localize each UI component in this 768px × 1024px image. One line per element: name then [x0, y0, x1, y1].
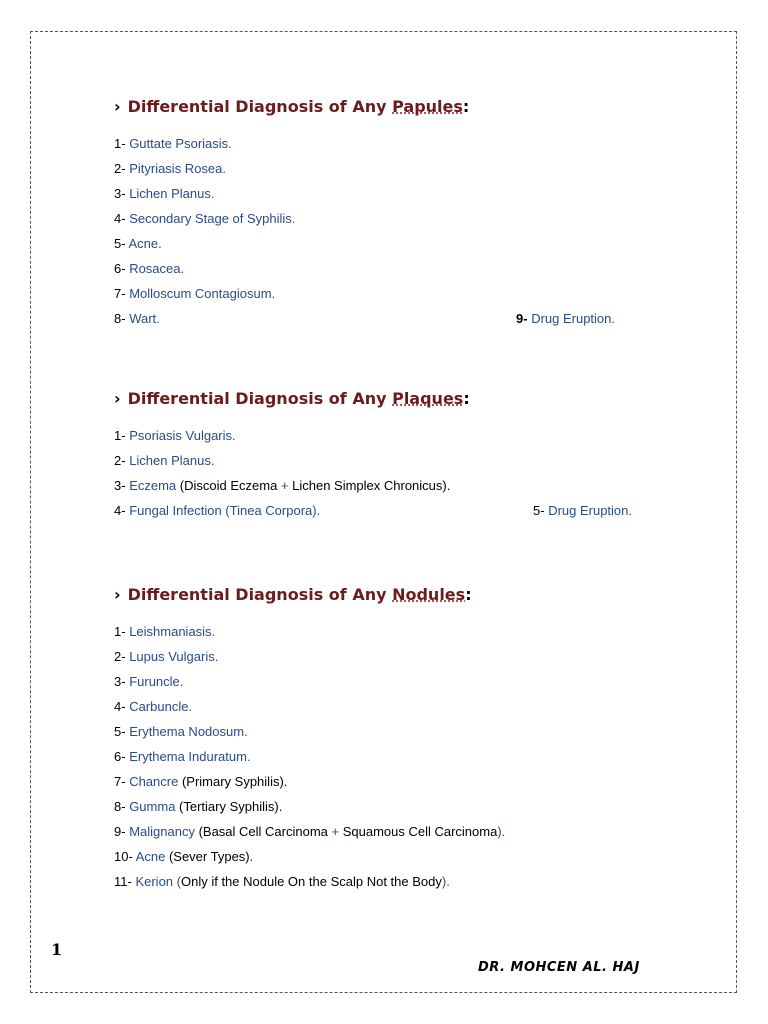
item-text: Secondary Stage of Syphilis. — [129, 211, 296, 226]
item-text: Leishmaniasis. — [129, 624, 216, 639]
diagnosis-list — [114, 622, 714, 897]
heading-arrow: › — [114, 585, 121, 604]
item-number: 1- — [114, 136, 126, 151]
heading-key: Papules — [392, 97, 463, 116]
item-number: 7- — [114, 774, 126, 789]
item-text: Squamous Cell Carcinoma — [339, 824, 498, 839]
item-text: Only if the Nodule On the Scalp Not the Body — [180, 874, 442, 889]
item-text: Carbuncle. — [129, 699, 193, 714]
item-text: Lupus Vulgaris. — [129, 649, 219, 664]
item-text: (Discoid Eczema — [176, 478, 281, 493]
item-text: (Tertiary Syphilis). — [175, 799, 283, 814]
item-text: Psoriasis Vulgaris. — [129, 428, 236, 443]
item-text: Pityriasis Rosea. — [129, 161, 226, 176]
item-number: 4- — [114, 211, 126, 226]
item-number: 5- — [114, 236, 126, 251]
item-text: Rosacea. — [129, 261, 185, 276]
item-text: Acne — [135, 849, 166, 864]
item-number: 6- — [114, 261, 126, 276]
list-item — [114, 622, 714, 647]
side-item-text: Drug Eruption. — [531, 311, 616, 326]
list-item — [114, 722, 714, 747]
item-number: 4- — [114, 699, 126, 714]
heading-colon: : — [463, 389, 470, 408]
list-item — [114, 309, 714, 334]
item-text: (Basal Cell Carcinoma — [194, 824, 332, 839]
item-number: 2- — [114, 453, 126, 468]
item-number: 6- — [114, 749, 126, 764]
side-item — [533, 501, 632, 521]
list-item — [114, 234, 714, 259]
item-text: + — [331, 824, 340, 839]
list-item — [114, 847, 714, 872]
list-item — [114, 872, 714, 897]
item-text: Acne. — [128, 236, 162, 251]
item-text: + — [280, 478, 289, 493]
item-text: Chancre — [129, 774, 179, 789]
side-item-text: Drug Eruption. — [548, 503, 633, 518]
side-item — [516, 309, 615, 329]
side-item-number: 9- — [516, 311, 528, 326]
list-item — [114, 259, 714, 284]
item-number: 7- — [114, 286, 126, 301]
item-text: Eczema — [129, 478, 177, 493]
item-number: 1- — [114, 624, 126, 639]
diagnosis-list — [114, 134, 714, 334]
item-text: ). — [497, 824, 506, 839]
item-number: 3- — [114, 674, 126, 689]
item-number: 2- — [114, 649, 126, 664]
heading-arrow: › — [114, 389, 121, 408]
list-item — [114, 647, 714, 672]
list-item — [114, 476, 714, 501]
item-number: 5- — [114, 724, 126, 739]
list-item — [114, 209, 714, 234]
item-text: Malignancy — [129, 824, 195, 839]
list-item — [114, 797, 714, 822]
item-text: Fungal Infection (Tinea Corpora). — [129, 503, 321, 518]
heading-prefix: Differential Diagnosis of Any — [127, 97, 393, 116]
list-item — [114, 426, 714, 451]
item-text: ( — [173, 874, 181, 889]
heading-colon: : — [462, 97, 470, 116]
item-text: Erythema Induratum. — [129, 749, 251, 764]
item-text: Molloscum Contagiosum. — [129, 286, 276, 301]
item-text: Kerion — [135, 874, 174, 889]
list-item — [114, 501, 714, 526]
item-text: Wart. — [129, 311, 160, 326]
heading-prefix: Differential Diagnosis of Any — [127, 389, 393, 408]
item-number: 2- — [114, 161, 126, 176]
nodules-section — [114, 584, 714, 897]
heading-key: Nodules — [392, 585, 466, 604]
item-text: (Sever Types). — [165, 849, 254, 864]
plaques-section — [114, 388, 714, 526]
list-item — [114, 672, 714, 697]
heading-prefix: Differential Diagnosis of Any — [127, 585, 393, 604]
page-number: 1 — [51, 940, 63, 959]
list-item — [114, 284, 714, 309]
item-number: 8- — [114, 799, 126, 814]
item-number: 9- — [114, 824, 126, 839]
list-item — [114, 822, 714, 847]
section-heading — [114, 96, 714, 118]
papules-section — [114, 96, 714, 334]
list-item — [114, 184, 714, 209]
item-number: 3- — [114, 478, 126, 493]
section-heading — [114, 388, 714, 410]
heading-key: Plaques — [392, 389, 464, 408]
author-name: DR. MOHCEN AL. HAJ — [478, 960, 640, 975]
item-text: Furuncle. — [129, 674, 184, 689]
item-text: (Primary Syphilis). — [178, 774, 288, 789]
item-text: Erythema Nodosum. — [129, 724, 248, 739]
list-item — [114, 697, 714, 722]
item-number: 10- — [114, 849, 133, 864]
heading-arrow: › — [114, 97, 121, 116]
item-number: 1- — [114, 428, 126, 443]
item-text: Lichen Planus. — [129, 453, 215, 468]
heading-colon: : — [465, 585, 472, 604]
side-item-number: 5- — [533, 503, 545, 518]
item-text: Guttate Psoriasis. — [129, 136, 232, 151]
item-text: Lichen Planus. — [129, 186, 215, 201]
list-item — [114, 772, 714, 797]
list-item — [114, 747, 714, 772]
list-item — [114, 451, 714, 476]
item-text: Lichen Simplex Chronicus). — [288, 478, 451, 493]
diagnosis-list — [114, 426, 714, 526]
item-number: 4- — [114, 503, 126, 518]
item-number: 3- — [114, 186, 126, 201]
section-heading — [114, 584, 714, 606]
item-number: 8- — [114, 311, 126, 326]
list-item — [114, 134, 714, 159]
item-text: Gumma — [129, 799, 176, 814]
item-text: ). — [441, 874, 450, 889]
list-item — [114, 159, 714, 184]
item-number: 11- — [114, 874, 132, 889]
